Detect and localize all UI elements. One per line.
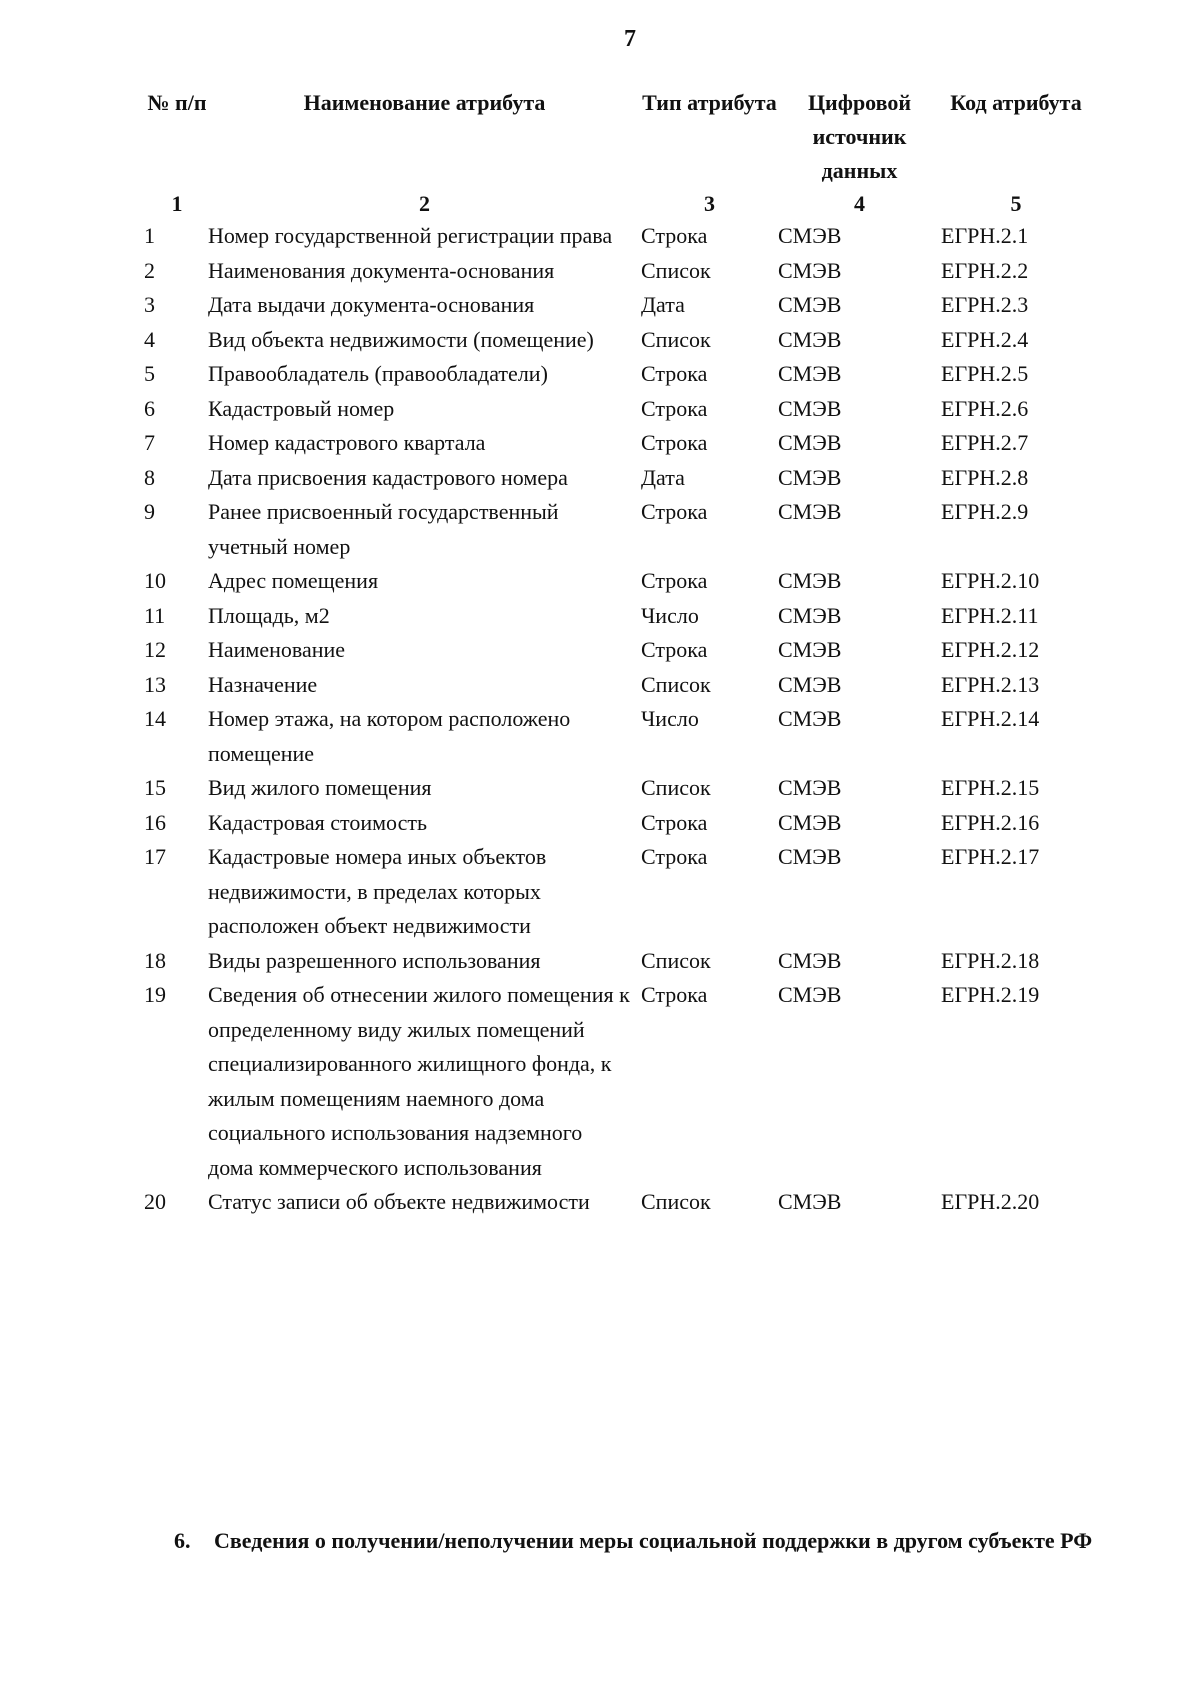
attribute-name: Наименования документа-основания xyxy=(208,257,555,283)
attribute-type: Строка xyxy=(641,430,708,455)
attribute-type: Список xyxy=(641,257,711,283)
column-number: 5 xyxy=(1010,191,1022,216)
table-row xyxy=(144,702,1091,771)
data-source: СМЭВ xyxy=(778,499,842,524)
attribute-type: Список xyxy=(641,947,711,973)
data-source: СМЭВ xyxy=(778,844,842,869)
table-body xyxy=(144,219,1091,1220)
row-number: 16 xyxy=(144,809,166,835)
attribute-name: Вид жилого помещения xyxy=(208,775,432,800)
row-number: 17 xyxy=(144,844,166,869)
attribute-type: Список xyxy=(641,775,711,800)
row-number: 13 xyxy=(144,671,166,697)
attribute-type: Строка xyxy=(641,568,708,593)
data-source: СМЭВ xyxy=(778,602,842,628)
attribute-name: Сведения об отнесении жилого помещения к определенному виду жилых помещений специализированного жилищного фонда, к жилым помещениям наемного дома социального использования надземного дома коммерческого использования xyxy=(208,982,630,1180)
attribute-type: Список xyxy=(641,326,711,352)
header-row xyxy=(144,86,1091,188)
table-row xyxy=(144,564,1091,599)
attribute-type: Строка xyxy=(641,982,708,1007)
table-row xyxy=(144,426,1091,461)
attribute-code: ЕГРН.2.7 xyxy=(941,430,1029,455)
data-source: СМЭВ xyxy=(778,706,842,731)
attribute-name: Правообладатель (правообладатели) xyxy=(208,361,548,386)
attribute-type: Список xyxy=(641,671,711,697)
row-number: 5 xyxy=(144,361,155,386)
attribute-type: Строка xyxy=(641,809,708,835)
row-number: 10 xyxy=(144,568,166,593)
attribute-type: Число xyxy=(641,602,699,628)
attribute-name: Номер государственной регистрации права xyxy=(208,223,613,248)
table-header xyxy=(144,86,1091,219)
attribute-code: ЕГРН.2.13 xyxy=(941,671,1040,697)
table-row xyxy=(144,288,1091,323)
row-number: 6 xyxy=(144,395,155,421)
attribute-code: ЕГРН.2.18 xyxy=(941,947,1040,973)
table-row xyxy=(144,978,1091,1185)
column-number: 2 xyxy=(419,191,430,216)
attribute-code: ЕГРН.2.15 xyxy=(941,775,1040,800)
attribute-type: Строка xyxy=(641,223,708,248)
row-number: 9 xyxy=(144,499,155,524)
attribute-name: Дата присвоения кадастрового номера xyxy=(208,464,568,490)
data-source: СМЭВ xyxy=(778,568,842,593)
row-number: 19 xyxy=(144,982,166,1007)
data-source: СМЭВ xyxy=(778,395,842,421)
table-row xyxy=(144,219,1091,254)
attribute-name: Кадастровая стоимость xyxy=(208,809,427,835)
data-source: СМЭВ xyxy=(778,430,842,455)
attribute-name: Кадастровый номер xyxy=(208,395,395,421)
table-row xyxy=(144,461,1091,496)
attribute-name: Вид объекта недвижимости (помещение) xyxy=(208,326,594,352)
attribute-code: ЕГРН.2.12 xyxy=(941,637,1040,662)
row-number: 8 xyxy=(144,464,155,490)
table-row xyxy=(144,599,1091,634)
attribute-name: Назначение xyxy=(208,671,318,697)
row-number: 20 xyxy=(144,1189,166,1214)
data-source: СМЭВ xyxy=(778,671,842,697)
table-row xyxy=(144,840,1091,944)
attribute-name: Ранее присвоенный государственный учетный номер xyxy=(208,499,559,559)
attribute-code: ЕГРН.2.2 xyxy=(941,257,1029,283)
attribute-code: ЕГРН.2.20 xyxy=(941,1189,1040,1214)
data-source: СМЭВ xyxy=(778,292,842,317)
header-attribute-name: Наименование атрибута xyxy=(303,90,546,115)
table-row xyxy=(144,1185,1091,1220)
table-row xyxy=(144,668,1091,703)
table-row xyxy=(144,495,1091,564)
table-row xyxy=(144,771,1091,806)
page-number: 7 xyxy=(624,26,636,52)
attribute-code: ЕГРН.2.3 xyxy=(941,292,1029,317)
table-row xyxy=(144,633,1091,668)
attribute-code: ЕГРН.2.1 xyxy=(941,223,1029,248)
column-number: 1 xyxy=(171,191,183,216)
header-attribute-code: Код атрибута xyxy=(950,90,1082,115)
data-source: СМЭВ xyxy=(778,982,842,1007)
column-number: 4 xyxy=(854,191,865,216)
attribute-code: ЕГРН.2.19 xyxy=(941,982,1040,1007)
column-number: 3 xyxy=(704,191,715,216)
data-source: СМЭВ xyxy=(778,947,842,973)
attribute-name: Адрес помещения xyxy=(208,568,379,593)
data-source: СМЭВ xyxy=(778,637,842,662)
attribute-type: Строка xyxy=(641,844,708,869)
table-row xyxy=(144,944,1091,979)
row-number: 4 xyxy=(144,326,155,352)
table-row xyxy=(144,357,1091,392)
attribute-name: Площадь, м2 xyxy=(208,602,330,628)
row-number: 18 xyxy=(144,947,166,973)
attribute-name: Статус записи об объекте недвижимости xyxy=(208,1189,590,1214)
table-row xyxy=(144,254,1091,289)
attribute-code: ЕГРН.2.8 xyxy=(941,464,1029,490)
header-number: № п/п xyxy=(147,90,207,115)
data-source: СМЭВ xyxy=(778,1189,842,1214)
row-number: 2 xyxy=(144,257,155,283)
data-source: СМЭВ xyxy=(778,809,842,835)
attribute-code: ЕГРН.2.10 xyxy=(941,568,1040,593)
attribute-name: Виды разрешенного использования xyxy=(208,947,541,973)
header-data-source: Цифровой источник данных xyxy=(807,90,912,183)
attribute-code: ЕГРН.2.6 xyxy=(941,395,1029,421)
attribute-code: ЕГРН.2.16 xyxy=(941,809,1040,835)
attribute-type: Строка xyxy=(641,361,708,386)
attribute-code: ЕГРН.2.4 xyxy=(941,326,1029,352)
row-number: 12 xyxy=(144,637,166,662)
data-source: СМЭВ xyxy=(778,257,842,283)
row-number: 11 xyxy=(144,602,166,628)
attribute-type: Строка xyxy=(641,499,708,524)
attribute-type: Дата xyxy=(641,464,685,490)
data-source: СМЭВ xyxy=(778,326,842,352)
attribute-type: Дата xyxy=(641,292,685,317)
column-numbers-row xyxy=(144,188,1091,219)
attribute-code: ЕГРН.2.14 xyxy=(941,706,1040,731)
data-source: СМЭВ xyxy=(778,775,842,800)
attribute-code: ЕГРН.2.11 xyxy=(941,602,1039,628)
data-source: СМЭВ xyxy=(778,464,842,490)
attribute-name: Номер кадастрового квартала xyxy=(208,430,486,455)
attribute-name: Наименование xyxy=(208,637,346,662)
attribute-code: ЕГРН.2.5 xyxy=(941,361,1029,386)
row-number: 14 xyxy=(144,706,166,731)
data-source: СМЭВ xyxy=(778,223,842,248)
data-source: СМЭВ xyxy=(778,361,842,386)
section-heading xyxy=(174,1524,1114,1558)
table-row xyxy=(144,392,1091,427)
row-number: 3 xyxy=(144,292,155,317)
attribute-name: Номер этажа, на котором расположено помещение xyxy=(208,706,571,766)
attribute-type: Список xyxy=(641,1189,711,1214)
attribute-name: Дата выдачи документа-основания xyxy=(208,292,535,317)
section-number: 6. xyxy=(174,1528,191,1553)
attribute-name: Кадастровые номера иных объектов недвижимости, в пределах которых расположен объект недвижимости xyxy=(208,844,547,938)
row-number: 15 xyxy=(144,775,166,800)
table-row xyxy=(144,323,1091,358)
header-attribute-type: Тип атрибута xyxy=(642,90,777,115)
attribute-code: ЕГРН.2.9 xyxy=(941,499,1029,524)
table-row xyxy=(144,806,1091,841)
row-number: 1 xyxy=(144,223,155,248)
attribute-type: Строка xyxy=(641,637,708,662)
attribute-type: Число xyxy=(641,706,699,731)
row-number: 7 xyxy=(144,430,155,455)
section-title: Сведения о получении/неполучении меры социальной поддержки в другом субъекте РФ xyxy=(214,1528,1093,1553)
attribute-code: ЕГРН.2.17 xyxy=(941,844,1040,869)
attribute-type: Строка xyxy=(641,395,708,421)
attributes-table xyxy=(144,86,1091,1220)
